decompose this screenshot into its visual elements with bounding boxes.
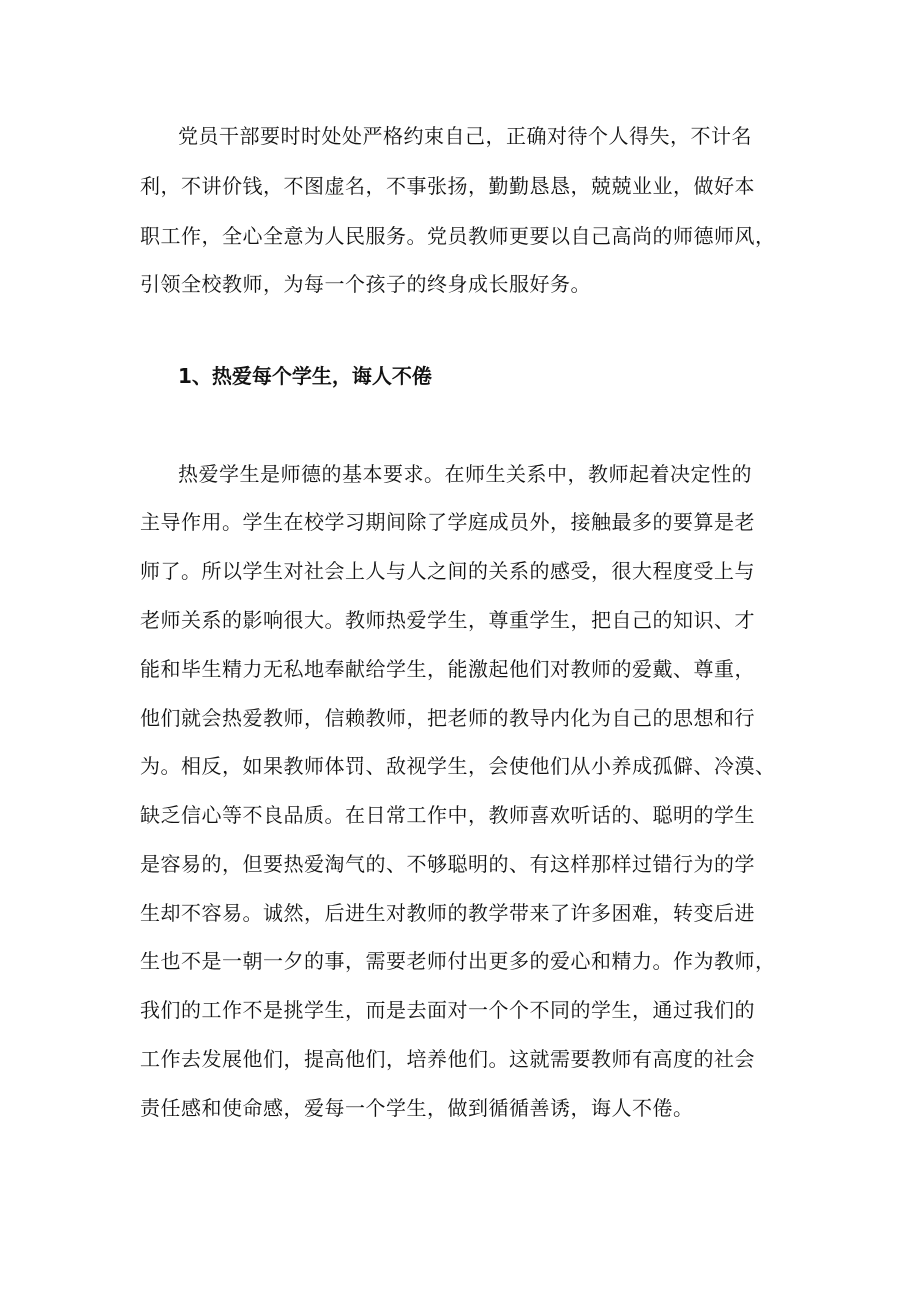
section-heading: 1、热爱每个学生，诲人不倦	[178, 364, 432, 388]
paragraph-2-line-7: 为。相反，如果教师体罚、敌视学生，会使他们从小养成孤僻、冷漠、	[140, 754, 776, 778]
paragraph-1-line-1: 党员干部要时时处处严格约束自己，正确对待个人得失，不计名	[178, 124, 752, 148]
paragraph-2-line-12: 我们的工作不是挑学生，而是去面对一个个不同的学生，通过我们的	[140, 998, 755, 1022]
paragraph-2-line-3: 师了。所以学生对社会上人与人之间的关系的感受，很大程度受上与	[140, 559, 755, 583]
paragraph-2-line-10: 生却不容易。诚然，后进生对教师的教学带来了许多困难，转变后进	[140, 901, 755, 925]
paragraph-1-line-2: 利，不讲价钱，不图虚名，不事张扬，勤勤恳恳，兢兢业业，做好本	[140, 174, 755, 198]
paragraph-2-line-5: 能和毕生精力无私地奉献给学生，能激起他们对教师的爱戴、尊重，	[140, 657, 755, 681]
paragraph-2-line-4: 老师关系的影响很大。教师热爱学生，尊重学生，把自己的知识、才	[140, 608, 755, 632]
paragraph-2-line-14: 责任感和使命感，爱每一个学生，做到循循善诱，诲人不倦。	[140, 1096, 694, 1120]
paragraph-2-line-6: 他们就会热爱教师，信赖教师，把老师的教导内化为自己的思想和行	[140, 706, 755, 730]
paragraph-1-line-4: 引领全校教师，为每一个孩子的终身成长服好务。	[140, 272, 591, 296]
paragraph-1-line-3: 职工作，全心全意为人民服务。党员教师更要以自己高尚的师德师风，	[140, 224, 776, 248]
paragraph-2-line-13: 工作去发展他们，提高他们，培养他们。这就需要教师有高度的社会	[140, 1047, 755, 1071]
paragraph-2-line-8: 缺乏信心等不良品质。在日常工作中，教师喜欢听话的、聪明的学生	[140, 803, 755, 827]
paragraph-2-line-1: 热爱学生是师德的基本要求。在师生关系中，教师起着决定性的	[178, 462, 752, 486]
paragraph-2-line-2: 主导作用。学生在校学习期间除了学庭成员外，接触最多的要算是老	[140, 510, 755, 534]
paragraph-2-line-11: 生也不是一朝一夕的事，需要老师付出更多的爱心和精力。作为教师，	[140, 949, 776, 973]
paragraph-2-line-9: 是容易的，但要热爱淘气的、不够聪明的、有这样那样过错行为的学	[140, 852, 755, 876]
